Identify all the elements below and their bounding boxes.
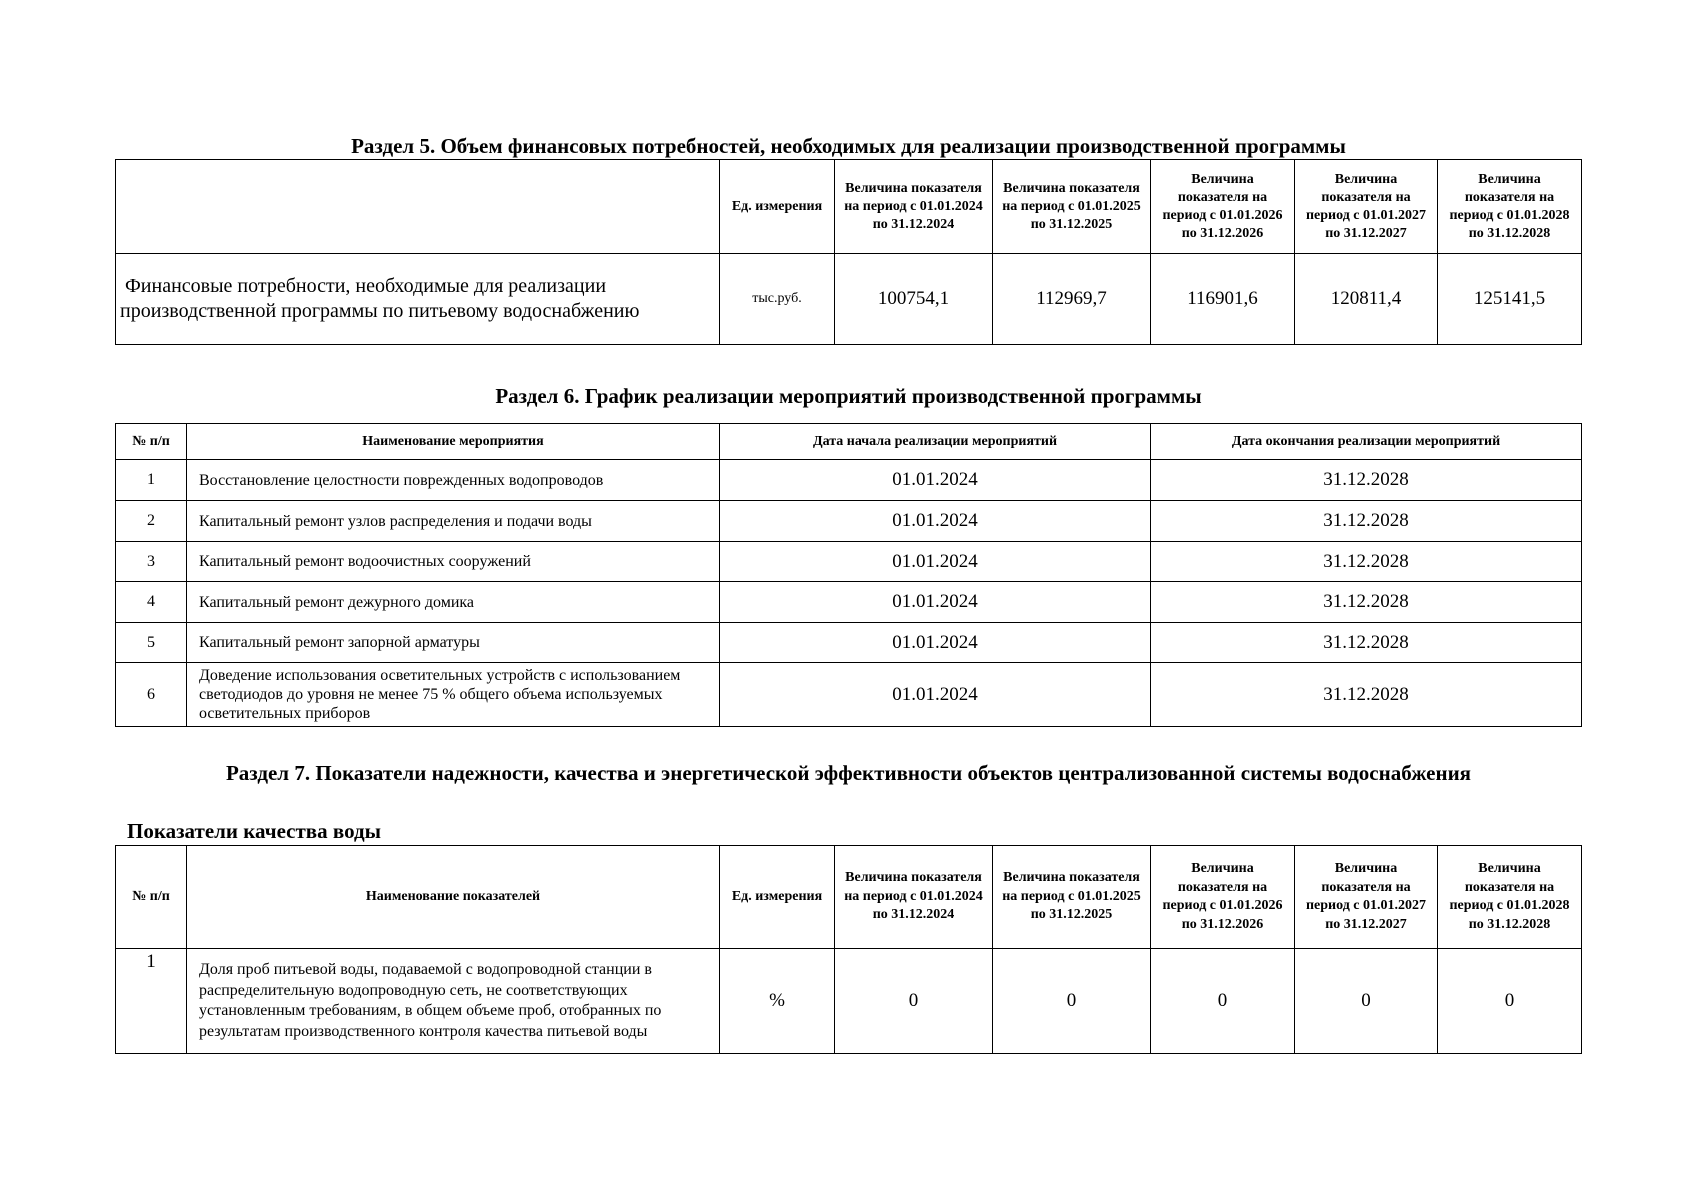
- quality-row-name: Доля проб питьевой воды, подаваемой с водопроводной станции в распределительную водопроводную сеть, не соответствующих установленным требованиям, в общем объеме проб, отобранных по результатам производственного контроля качества питьевой воды: [187, 949, 720, 1054]
- schedule-row-num: 3: [116, 542, 187, 582]
- schedule-row-end: 31.12.2028: [1151, 663, 1582, 727]
- section7-title: Раздел 7. Показатели надежности, качества и энергетической эффективности объектов централизованной системы водоснабжения: [225, 761, 1472, 785]
- finance-header-unit: Ед. измерения: [720, 160, 835, 254]
- schedule-header-num: № п/п: [116, 424, 187, 460]
- finance-data-row: [116, 254, 1582, 345]
- section7-subtitle: Показатели качества воды: [127, 819, 381, 843]
- quality-row-value: 0: [1151, 949, 1295, 1054]
- schedule-header-start: Дата начала реализации мероприятий: [720, 424, 1151, 460]
- section6-title: Раздел 6. График реализации мероприятий производственной программы: [495, 384, 1202, 408]
- schedule-row-end: 31.12.2028: [1151, 542, 1582, 582]
- schedule-row-name: Капитальный ремонт водоочистных сооружений: [187, 542, 720, 582]
- finance-header-period: Величина показателя на период с 01.01.2024 по 31.12.2024: [835, 160, 993, 254]
- schedule-row-name: Капитальный ремонт запорной арматуры: [187, 623, 720, 663]
- finance-row-value: 112969,7: [993, 254, 1151, 345]
- schedule-row-name: Восстановление целостности поврежденных водопроводов: [187, 460, 720, 501]
- schedule-row-num: 2: [116, 501, 187, 542]
- quality-row-unit: %: [720, 949, 835, 1054]
- quality-header-period: Величина показателя на период с 01.01.2025 по 31.12.2025: [993, 846, 1151, 949]
- quality-header-period: Величина показателя на период с 01.01.2028 по 31.12.2028: [1438, 846, 1582, 949]
- schedule-row: [116, 501, 1582, 542]
- finance-header-row: [116, 160, 1582, 254]
- finance-row-value: 125141,5: [1438, 254, 1582, 345]
- quality-header-row: [116, 846, 1582, 949]
- finance-row-value: 116901,6: [1151, 254, 1295, 345]
- quality-row-value: 0: [835, 949, 993, 1054]
- schedule-row-end: 31.12.2028: [1151, 582, 1582, 623]
- schedule-row-start: 01.01.2024: [720, 542, 1151, 582]
- schedule-row-num: 1: [116, 460, 187, 501]
- quality-header-period: Величина показателя на период с 01.01.2026 по 31.12.2026: [1151, 846, 1295, 949]
- schedule-header-end: Дата окончания реализации мероприятий: [1151, 424, 1582, 460]
- schedule-row: [116, 663, 1582, 727]
- quality-row-value: 0: [1438, 949, 1582, 1054]
- schedule-row-num: 5: [116, 623, 187, 663]
- finance-row-value: 100754,1: [835, 254, 993, 345]
- schedule-row-end: 31.12.2028: [1151, 501, 1582, 542]
- quality-row-value: 0: [1295, 949, 1438, 1054]
- finance-header-blank: [116, 160, 720, 254]
- finance-row-unit: тыс.руб.: [720, 254, 835, 345]
- schedule-row-name: Капитальный ремонт узлов распределения и подачи воды: [187, 501, 720, 542]
- schedule-row: [116, 582, 1582, 623]
- finance-header-period: Величина показателя на период с 01.01.2026 по 31.12.2026: [1151, 160, 1295, 254]
- finance-row-name: Финансовые потребности, необходимые для реализации производственной программы по питьевому водоснабжению: [116, 254, 720, 345]
- schedule-row-end: 31.12.2028: [1151, 623, 1582, 663]
- finance-header-period: Величина показателя на период с 01.01.2027 по 31.12.2027: [1295, 160, 1438, 254]
- schedule-table: [115, 423, 1582, 727]
- schedule-row-start: 01.01.2024: [720, 501, 1151, 542]
- quality-header-period: Величина показателя на период с 01.01.2024 по 31.12.2024: [835, 846, 993, 949]
- quality-table: [115, 845, 1582, 1054]
- schedule-row-start: 01.01.2024: [720, 623, 1151, 663]
- schedule-row-start: 01.01.2024: [720, 460, 1151, 501]
- schedule-row: [116, 623, 1582, 663]
- schedule-row-start: 01.01.2024: [720, 663, 1151, 727]
- schedule-header-row: [116, 424, 1582, 460]
- finance-table: [115, 159, 1582, 345]
- quality-header-unit: Ед. измерения: [720, 846, 835, 949]
- quality-header-name: Наименование показателей: [187, 846, 720, 949]
- quality-row-num: 1: [116, 949, 187, 1054]
- schedule-row: [116, 460, 1582, 501]
- section5-title: Раздел 5. Объем финансовых потребностей, необходимых для реализации производственной программы: [351, 134, 1346, 158]
- quality-header-num: № п/п: [116, 846, 187, 949]
- schedule-row-name: Капитальный ремонт дежурного домика: [187, 582, 720, 623]
- schedule-row: [116, 542, 1582, 582]
- quality-row-value: 0: [993, 949, 1151, 1054]
- finance-row-value: 120811,4: [1295, 254, 1438, 345]
- finance-header-period: Величина показателя на период с 01.01.2025 по 31.12.2025: [993, 160, 1151, 254]
- quality-header-period: Величина показателя на период с 01.01.2027 по 31.12.2027: [1295, 846, 1438, 949]
- schedule-row-num: 6: [116, 663, 187, 727]
- schedule-row-start: 01.01.2024: [720, 582, 1151, 623]
- schedule-row-name: Доведение использования осветительных устройств с использованием светодиодов до уровня не менее 75 % общего объема используемых осветительных приборов: [187, 663, 720, 727]
- schedule-row-end: 31.12.2028: [1151, 460, 1582, 501]
- schedule-header-name: Наименование мероприятия: [187, 424, 720, 460]
- quality-data-row: [116, 949, 1582, 1054]
- schedule-row-num: 4: [116, 582, 187, 623]
- finance-header-period: Величина показателя на период с 01.01.2028 по 31.12.2028: [1438, 160, 1582, 254]
